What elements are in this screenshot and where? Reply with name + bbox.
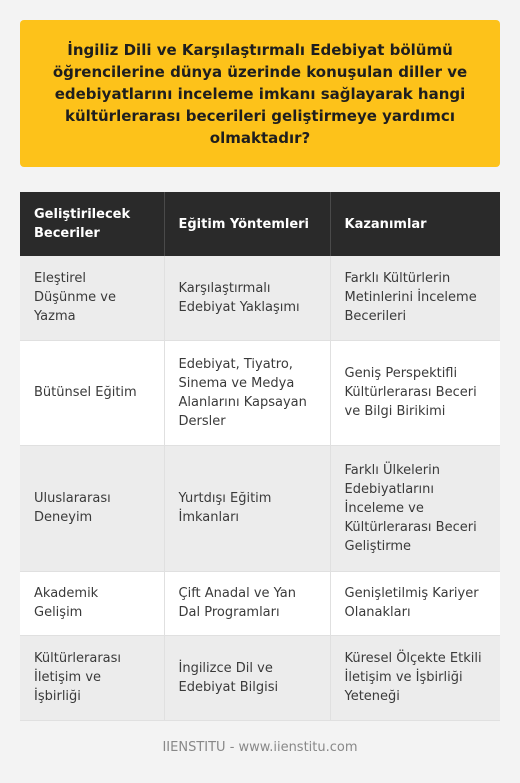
table-row <box>20 340 500 445</box>
question-banner <box>20 20 500 167</box>
table-cell-outcome: Farklı Kültürlerin Metinlerini İnceleme Becerileri <box>330 256 500 340</box>
footer-credit: IIENSTITU - www.iienstitu.com <box>162 740 358 755</box>
table-cell-outcome: Genişletilmiş Kariyer Olanakları <box>330 571 500 635</box>
table-row <box>20 571 500 635</box>
table-cell-skill: Akademik Gelişim <box>20 571 164 635</box>
table-cell-outcome: Geniş Perspektifli Kültürlerarası Beceri ve Bilgi Birikimi <box>330 340 500 445</box>
table-cell-method: Çift Anadal ve Yan Dal Programları <box>164 571 330 635</box>
table-cell-outcome: Farklı Ülkelerin Edebiyatlarını İnceleme ve Kültürlerarası Beceri Geliştirme <box>330 445 500 571</box>
table-cell-skill: Eleştirel Düşünme ve Yazma <box>20 256 164 340</box>
table-header-row <box>20 192 500 256</box>
table-cell-skill: Bütünsel Eğitim <box>20 340 164 445</box>
header-skills: Geliştirilecek Beceriler <box>20 192 164 256</box>
table-row <box>20 635 500 720</box>
table-row <box>20 256 500 340</box>
table-cell-skill: Kültürlerarası İletişim ve İşbirliği <box>20 635 164 720</box>
table-row <box>20 445 500 571</box>
header-outcomes: Kazanımlar <box>330 192 500 256</box>
header-methods: Eğitim Yöntemleri <box>164 192 330 256</box>
table-cell-skill: Uluslararası Deneyim <box>20 445 164 571</box>
table-cell-method: Edebiyat, Tiyatro, Sinema ve Medya Alanlarını Kapsayan Dersler <box>164 340 330 445</box>
question-text: İngiliz Dili ve Karşılaştırmalı Edebiyat bölümü öğrencilerine dünya üzerinde konuşulan diller ve edebiyatlarını inceleme imkanı sağlayarak hangi kültürlerarası becerileri geliştirmeye yardımcı olmaktadır? <box>52 40 468 147</box>
table-cell-method: Yurtdışı Eğitim İmkanları <box>164 445 330 571</box>
skills-table <box>20 192 500 721</box>
table-cell-method: Karşılaştırmalı Edebiyat Yaklaşımı <box>164 256 330 340</box>
table-cell-outcome: Küresel Ölçekte Etkili İletişim ve İşbirliği Yeteneği <box>330 635 500 720</box>
table-cell-method: İngilizce Dil ve Edebiyat Bilgisi <box>164 635 330 720</box>
